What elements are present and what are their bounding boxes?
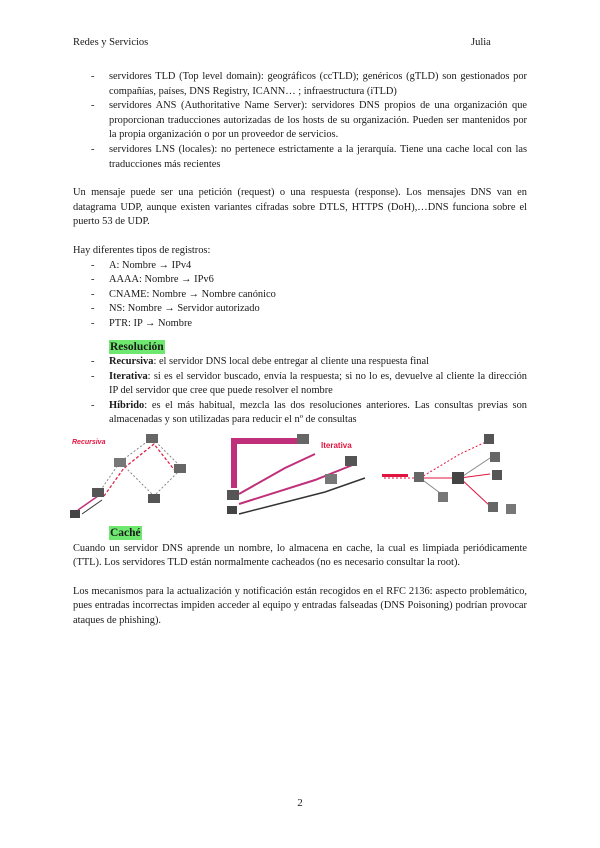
list-item: - PTR: IP → Nombre [73, 317, 527, 332]
list-item: - A: Nombre → IPv4 [73, 259, 527, 274]
list-item: - servidores TLD (Top level domain): geográficos (ccTLD); genéricos (gTLD) son gestionados por compañías, países, DNS Registry, ICANN… ; infraestructura (iTLD) [73, 70, 527, 99]
section-heading-resolucion: Resolución [110, 340, 164, 353]
cache-paragraph: Cuando un servidor DNS aprende un nombre, lo almacena en cache, la cual es limpiada periódicamente (TTL). Los servidores TLD están normalmente cacheados (no es necesario consultar la root). [73, 542, 527, 569]
section-heading-cache: Caché [110, 527, 141, 540]
records-intro: Hay diferentes tipos de registros: [73, 244, 211, 256]
recursive-diagram [70, 434, 190, 520]
page-number: 2 [297, 797, 303, 809]
server-types-list [73, 70, 527, 172]
rfc-paragraph: Los mecanismos para la actualización y notificación están recogidos en el RFC 2136: aspecto problemático, pues entradas incorrectas impiden acceder al equipo y entradas falseadas (DNS Poisoning) podrían provocar ataques de phishing). [73, 585, 527, 627]
list-item [73, 399, 527, 428]
resolution-figures [70, 434, 527, 522]
list-item: - NS: Nombre → Servidor autorizado [73, 302, 527, 317]
iterative-label: Iterativa [321, 441, 352, 451]
hybrid-diagram [380, 434, 528, 520]
term: Recursiva [109, 356, 154, 368]
definition: : es el más habitual, mezcla las dos resoluciones anteriores. Las consultas previas son almacenadas y son utilizadas para reducir el nº de consultas [109, 399, 527, 426]
term: Iterativa [109, 370, 148, 382]
term: Híbrido [109, 399, 145, 411]
page-header [73, 37, 527, 48]
list-item: - servidores LNS (locales): no pertenece estrictamente a la jerarquía. Tiene una cache local con las traducciones más recientes [73, 143, 527, 172]
list-item: - servidores ANS (Authoritative Name Server): servidores DNS propios de una organización que proporcionan traducciones autorizadas de los hosts de su organización. Pueden ser mantenidos por la propia organización o por un proveedor de servicios. [73, 99, 527, 143]
definition: : el servidor DNS local debe entregar al cliente una respuesta final [153, 356, 429, 368]
page-content [73, 70, 527, 629]
resolution-list [73, 355, 527, 428]
list-item: - CNAME: Nombre → Nombre canónico [73, 288, 527, 303]
record-types-list [73, 259, 527, 332]
iterative-diagram [225, 434, 375, 520]
definition: : si es el servidor buscado, envía la respuesta; si no lo es, devuelve al cliente la dirección IP del servidor que cree que puede resolver el nombre [109, 370, 527, 397]
list-item [73, 370, 527, 399]
list-item: - AAAA: Nombre → IPv6 [73, 273, 527, 288]
header-title: Redes y Servicios [73, 37, 149, 48]
recursive-label: Recursiva [72, 439, 106, 447]
header-author: Julia [471, 37, 491, 48]
messages-paragraph: Un mensaje puede ser una petición (request) o una respuesta (response). Los mensajes DNS van en datagrama UDP, aunque existen variantes cifradas sobre DTLS, HTTPS (DoH),…DNS funciona sobre el puerto 53 de UDP. [73, 187, 527, 228]
list-item [73, 355, 527, 370]
